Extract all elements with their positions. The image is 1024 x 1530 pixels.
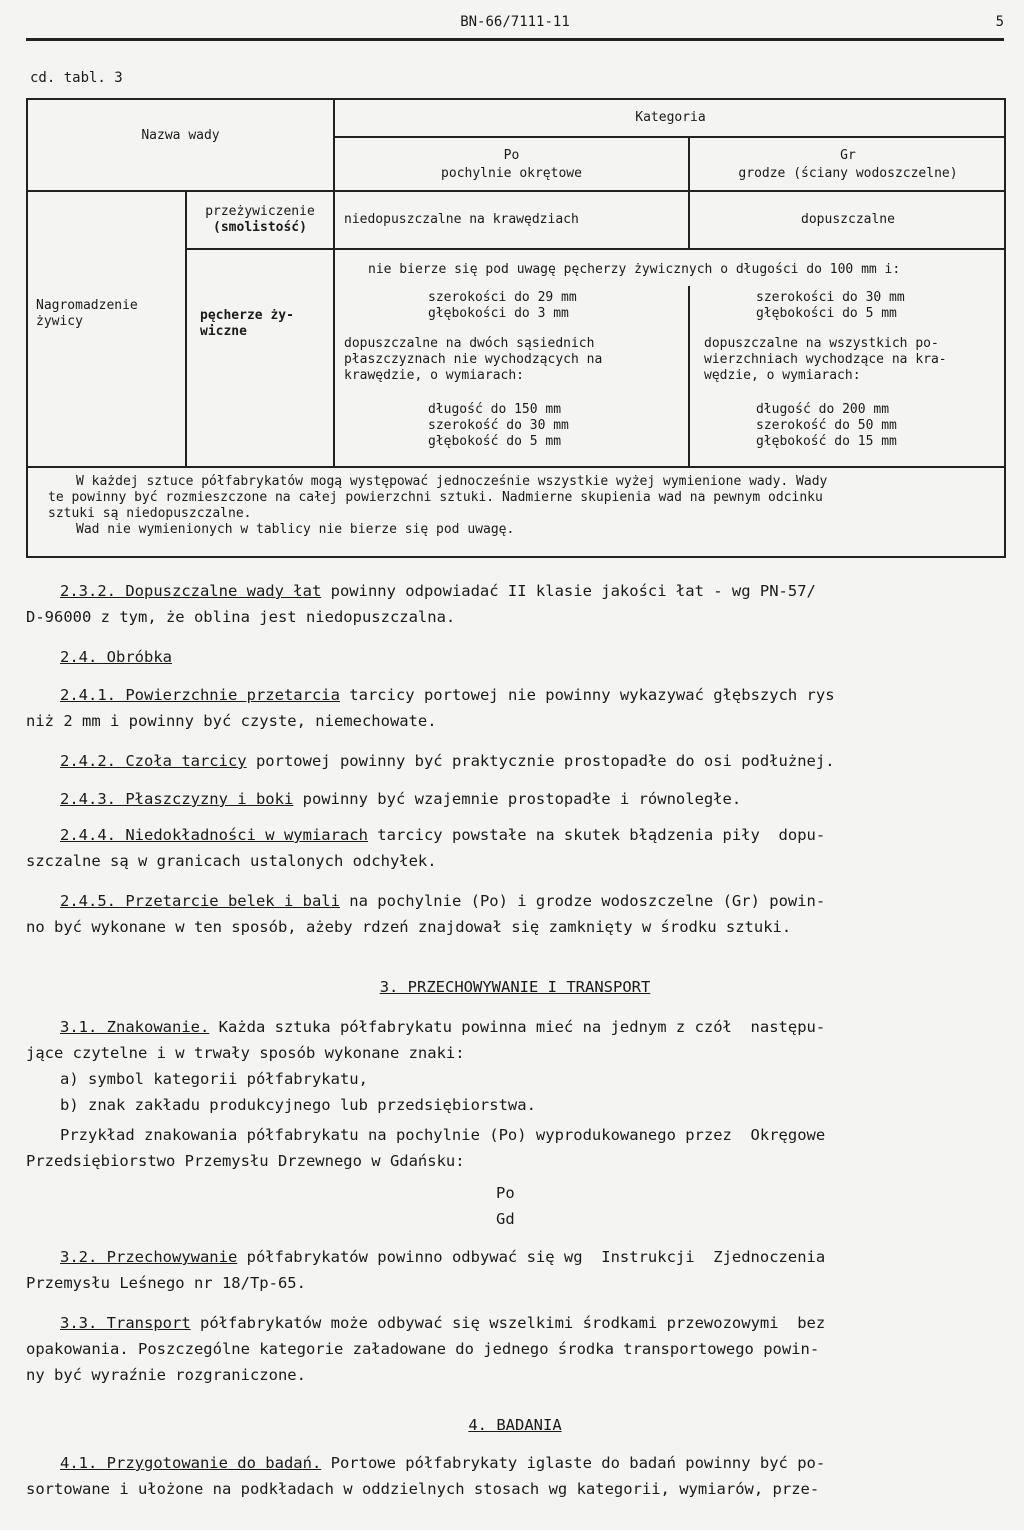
standard-code: BN-66/7111-11	[460, 14, 570, 30]
gr-allowance-line-3: wędzie, o wymiarach:	[704, 368, 861, 383]
header-po-desc: pochylnie okrętowe	[441, 166, 582, 181]
header-category: Kategoria	[635, 110, 706, 125]
po-allowance	[344, 336, 684, 384]
po-allowance-line-1: dopuszczalne na dwóch sąsiednich	[344, 336, 595, 351]
footnote-line-4: Wad nie wymienionych w tablicy nie bierze się pod uwagę.	[76, 522, 515, 537]
table-continuation-label: cd. tabl. 3	[30, 70, 123, 86]
row1-subtype	[187, 204, 333, 236]
page-header	[26, 14, 1004, 38]
para-2-4-1-heading: 2.4.1. Powierzchnie przetarcia	[60, 686, 340, 704]
para-4-1-heading: 4.1. Przygotowanie do badań.	[60, 1454, 322, 1472]
para-3-2	[26, 1244, 1004, 1270]
para-2-4-1	[26, 682, 1004, 708]
para-3-1-line-2: jące czytelne i w trwały sposób wykonane znaki:	[26, 1044, 465, 1062]
para-3-1-example-line-2: Przedsiębiorstwo Przemysłu Drzewnego w Gdańsku:	[26, 1152, 465, 1170]
para-2-4-4-line-2: szczalne są w granicach ustalonych odchyłek.	[26, 852, 437, 870]
para-2-4-4	[26, 822, 1004, 848]
para-2-3-2-text: powinny odpowiadać II klasie jakości łat - wg PN-57/	[321, 582, 816, 600]
para-2-4-3-text: powinny być wzajemnie prostopadłe i równoległe.	[293, 790, 742, 808]
para-3-3-heading: 3.3. Transport	[60, 1314, 191, 1332]
po-allowance-line-2: płaszczyznach nie wychodzących na	[344, 352, 603, 367]
para-3-2-heading: 3.2. Przechowywanie	[60, 1248, 238, 1266]
po-length: długość do 150 mm	[428, 402, 562, 417]
footnote-line-1: W każdej sztuce półfabrykatów mogą występować jednocześnie wszystkie wyżej wymienione wady. Wady	[76, 474, 828, 489]
header-gr-label: Gr	[840, 148, 856, 163]
para-4-1-line-2: sortowane i ułożone na podkładach w oddzielnych stosach wg kategorii, wymiarów, prze-	[26, 1480, 820, 1498]
gr-width: szerokość do 50 mm	[756, 418, 897, 433]
section-4-title: 4. BADANIA	[468, 1416, 562, 1434]
para-3-1-item-a: a) symbol kategorii półfabrykatu,	[60, 1070, 368, 1088]
para-4-1	[26, 1450, 1004, 1476]
row-divider-category	[333, 136, 1006, 138]
row1-subtype-line-1: przeżywiczenie	[205, 204, 315, 219]
marking-example-po: Po	[496, 1184, 515, 1202]
para-2-4-2	[26, 748, 1004, 774]
table-footnote	[48, 474, 1004, 538]
po-width-limit: szerokości do 29 mm	[428, 290, 577, 305]
col-divider-po-gr-bottom	[688, 286, 690, 466]
defect-group-line-1: Nagromadzenie	[36, 298, 138, 313]
para-3-1-item-b: b) znak zakładu produkcyjnego lub przedsiębiorstwa.	[60, 1096, 536, 1114]
section-2-4-heading: 2.4. Obróbka	[60, 648, 172, 666]
para-3-3-text: półfabrykatów może odbywać się wszelkimi środkami przewozowymi bez	[190, 1314, 826, 1332]
para-2-4-2-heading: 2.4.2. Czoła tarcicy	[60, 752, 247, 770]
footnote-line-3: sztuki są niedopuszczalne.	[48, 506, 252, 521]
header-rule	[26, 38, 1004, 41]
defect-group-line-2: żywicy	[36, 314, 83, 329]
header-defect-name: Nazwa wady	[141, 128, 220, 143]
gr-allowance-line-2: wierzchniach wychodzące na kra-	[704, 352, 947, 367]
po-dimensions	[428, 402, 688, 450]
para-3-3	[26, 1310, 1004, 1336]
row2-subtype	[200, 308, 330, 340]
section-4-heading	[26, 1412, 1004, 1438]
gr-depth: głębokość do 15 mm	[756, 434, 897, 449]
para-2-4-3-heading: 2.4.3. Płaszczyzny i boki	[60, 790, 294, 808]
gr-allowance	[704, 336, 1004, 384]
para-3-2-line-2: Przemysłu Leśnego nr 18/Tp-65.	[26, 1274, 306, 1292]
header-gr-desc: grodze (ściany wodoszczelne)	[738, 166, 958, 181]
marking-example-gd: Gd	[496, 1210, 515, 1228]
para-4-1-text: Portowe półfabrykaty iglaste do badań powinny być po-	[321, 1454, 826, 1472]
footnote-line-2: te powinny być rozmieszczone na całej powierzchni sztuki. Nadmierne skupienia wad na pewnym odcinku	[48, 490, 823, 505]
section-3-heading	[26, 974, 1004, 1000]
para-3-1-example: Przykład znakowania półfabrykatu na pochylnie (Po) wyprodukowanego przez Okręgowe	[60, 1126, 826, 1144]
po-width: szerokość do 30 mm	[428, 418, 569, 433]
row2-spanning-note: nie bierze się pod uwagę pęcherzy żywicznych o długości do 100 mm i:	[368, 262, 901, 277]
para-2-3-2-line-2: D-96000 z tym, że oblina jest niedopuszczalna.	[26, 608, 456, 626]
para-2-3-2-heading: 2.3.2. Dopuszczalne wady łat	[60, 582, 322, 600]
para-3-1-heading: 3.1. Znakowanie.	[60, 1018, 210, 1036]
para-3-1-text: Każda sztuka półfabrykatu powinna mieć na jednym z czół następu-	[209, 1018, 826, 1036]
para-2-4-1-line-2: niż 2 mm i powinny być czyste, niemechowate.	[26, 712, 437, 730]
page-number: 5	[995, 14, 1004, 30]
po-depth-limit: głębokości do 3 mm	[428, 306, 569, 321]
row2-subtype-line-2: wiczne	[200, 324, 247, 339]
gr-width-limit: szerokości do 30 mm	[756, 290, 905, 305]
po-depth: głębokość do 5 mm	[428, 434, 562, 449]
para-3-2-text: półfabrykatów powinno odbywać się wg Instrukcji Zjednoczenia	[237, 1248, 826, 1266]
row-divider-sub	[185, 248, 1006, 250]
para-2-4-5	[26, 888, 1004, 914]
gr-dimensions	[756, 402, 1006, 450]
header-po-label: Po	[503, 148, 520, 163]
para-3-3-line-3: ny być wyraźnie rozgraniczone.	[26, 1366, 306, 1384]
section-3-title: 3. PRZECHOWYWANIE I TRANSPORT	[379, 978, 651, 996]
row2-subtype-line-1: pęcherze ży-	[200, 308, 294, 323]
para-3-3-line-2: opakowania. Poszczególne kategorie załadowane do jednego środka transportowego powin-	[26, 1340, 820, 1358]
po-basic-limits	[428, 290, 688, 322]
para-2-4-5-line-2: no być wykonane w ten sposób, ażeby rdzeń znajdował się zamknięty w środku sztuki.	[26, 918, 792, 936]
po-allowance-line-3: krawędzie, o wymiarach:	[344, 368, 525, 383]
para-3-1	[26, 1014, 1004, 1040]
para-2-4-5-text: na pochylnie (Po) i grodze wodoszczelne (Gr) powin-	[339, 892, 826, 910]
row1-po-value: niedopuszczalne na krawędziach	[344, 212, 579, 227]
defect-group-name	[36, 298, 184, 330]
para-2-4-4-heading: 2.4.4. Niedokładności w wymiarach	[60, 826, 368, 844]
gr-basic-limits	[756, 290, 1006, 322]
para-2-4-4-text: tarcicy powstałe na skutek błądzenia piły dopu-	[367, 826, 826, 844]
para-2-4-1-text: tarcicy portowej nie powinny wykazywać głębszych rys	[339, 686, 835, 704]
para-2-3-2	[26, 578, 1004, 604]
gr-length: długość do 200 mm	[756, 402, 890, 417]
gr-allowance-line-1: dopuszczalne na wszystkich po-	[704, 336, 939, 351]
para-2-4-3	[26, 786, 1004, 812]
row1-gr-value: dopuszczalne	[801, 212, 895, 227]
row1-subtype-line-2: (smolistość)	[213, 220, 307, 235]
para-2-4-2-text: portowej powinny być praktycznie prostopadłe do osi podłużnej.	[246, 752, 835, 770]
defects-table	[26, 98, 1006, 558]
gr-depth-limit: głębokości do 5 mm	[756, 306, 897, 321]
row-divider-header	[28, 190, 1006, 192]
row-divider-footnote	[28, 466, 1006, 468]
para-2-4-5-heading: 2.4.5. Przetarcie belek i bali	[60, 892, 340, 910]
